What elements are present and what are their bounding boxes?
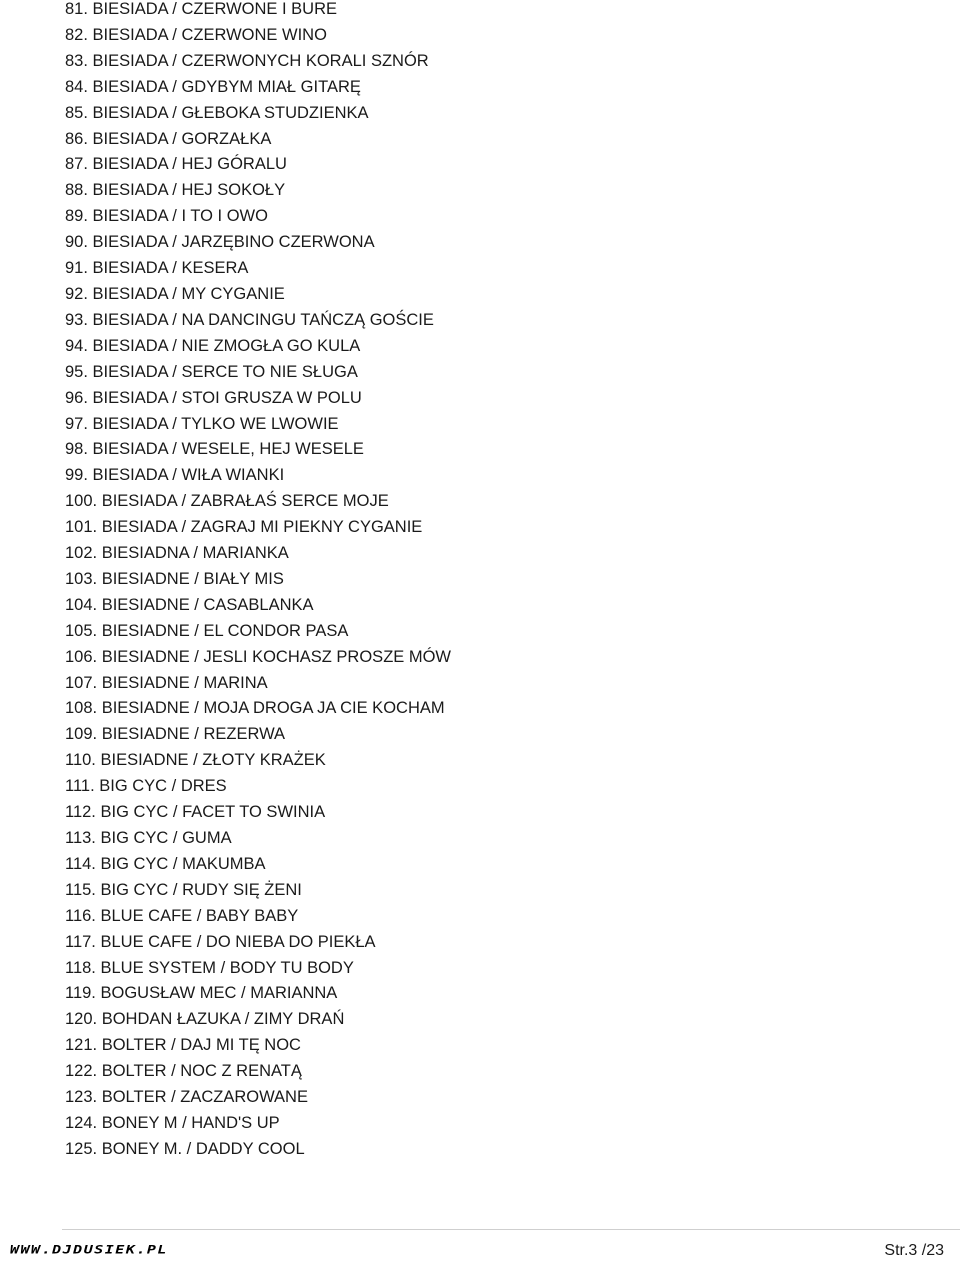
song-item: 103. BIESIADNE / BIAŁY MIS <box>65 569 284 588</box>
song-item: 89. BIESIADA / I TO I OWO <box>65 207 268 226</box>
song-item: 97. BIESIADA / TYLKO WE LWOWIE <box>65 414 339 433</box>
song-item: 125. BONEY M. / DADDY COOL <box>65 1139 305 1158</box>
song-item: 99. BIESIADA / WIŁA WIANKI <box>65 466 285 485</box>
song-item: 124. BONEY M / HAND'S UP <box>65 1113 280 1132</box>
song-item: 96. BIESIADA / STOI GRUSZA W POLU <box>65 388 362 407</box>
song-item: 114. BIG CYC / MAKUMBA <box>65 854 266 873</box>
song-item: 120. BOHDAN ŁAZUKA / ZIMY DRAŃ <box>65 1010 345 1029</box>
song-item: 113. BIG CYC / GUMA <box>65 829 232 847</box>
song-item: 107. BIESIADNE / MARINA <box>65 673 268 692</box>
song-item: 121. BOLTER / DAJ MI TĘ NOC <box>65 1036 301 1055</box>
song-item: 94. BIESIADA / NIE ZMOGŁA GO KULA <box>65 336 361 355</box>
song-list <box>65 0 451 1163</box>
song-item: 90. BIESIADA / JARZĘBINO CZERWONA <box>65 233 375 252</box>
song-item: 85. BIESIADA / GŁEBOKA STUDZIENKA <box>65 103 369 122</box>
song-item: 101. BIESIADA / ZAGRAJ MI PIEKNY CYGANIE <box>65 518 423 537</box>
song-item: 108. BIESIADNE / MOJA DROGA JA CIE KOCHAM <box>65 699 445 718</box>
song-item: 93. BIESIADA / NA DANCINGU TAŃCZĄ GOŚCIE <box>65 310 434 329</box>
song-item: 112. BIG CYC / FACET TO SWINIA <box>65 803 326 822</box>
song-item: 117. BLUE CAFE / DO NIEBA DO PIEKŁA <box>65 932 376 951</box>
footer-divider <box>62 1229 960 1230</box>
song-item: 84. BIESIADA / GDYBYM MIAŁ GITARĘ <box>65 77 361 96</box>
song-item: 106. BIESIADNE / JESLI KOCHASZ PROSZE MÓW <box>65 647 452 666</box>
song-item: 104. BIESIADNE / CASABLANKA <box>65 595 314 614</box>
song-item: 81. BIESIADA / CZERWONE I BURE <box>65 0 338 18</box>
song-item: 92. BIESIADA / MY CYGANIE <box>65 284 285 303</box>
song-item: 111. BIG CYC / DRES <box>65 777 227 796</box>
song-item: 86. BIESIADA / GORZAŁKA <box>65 129 272 148</box>
song-item: 100. BIESIADA / ZABRAŁAŚ SERCE MOJE <box>65 492 389 511</box>
song-item: 109. BIESIADNE / REZERWA <box>65 725 286 744</box>
song-item: 87. BIESIADA / HEJ GÓRALU <box>65 155 287 174</box>
song-item: 102. BIESIADNA / MARIANKA <box>65 544 289 563</box>
song-item: 95. BIESIADA / SERCE TO NIE SŁUGA <box>65 362 358 381</box>
page-number: Str.3 /23 <box>884 1242 944 1259</box>
song-item: 110. BIESIADNE / ZŁOTY KRAŻEK <box>65 751 326 770</box>
song-item: 82. BIESIADA / CZERWONE WINO <box>65 25 327 44</box>
song-item: 116. BLUE CAFE / BABY BABY <box>65 906 299 925</box>
song-item: 88. BIESIADA / HEJ SOKOŁY <box>65 181 286 200</box>
song-item: 98. BIESIADA / WESELE, HEJ WESELE <box>65 440 364 459</box>
song-item: 118. BLUE SYSTEM / BODY TU BODY <box>65 958 354 977</box>
song-item: 122. BOLTER / NOC Z RENATĄ <box>65 1062 302 1081</box>
song-item: 123. BOLTER / ZACZAROWANE <box>65 1088 308 1107</box>
song-item: 91. BIESIADA / KESERA <box>65 259 249 278</box>
song-item: 83. BIESIADA / CZERWONYCH KORALI SZNÓR <box>65 51 429 70</box>
song-item: 115. BIG CYC / RUDY SIĘ ŻENI <box>65 880 302 899</box>
footer-logo: WWW.DJDUSIEK.PL <box>10 1243 168 1257</box>
song-item: 105. BIESIADNE / EL CONDOR PASA <box>65 621 349 640</box>
song-item: 119. BOGUSŁAW MEC / MARIANNA <box>65 984 338 1003</box>
